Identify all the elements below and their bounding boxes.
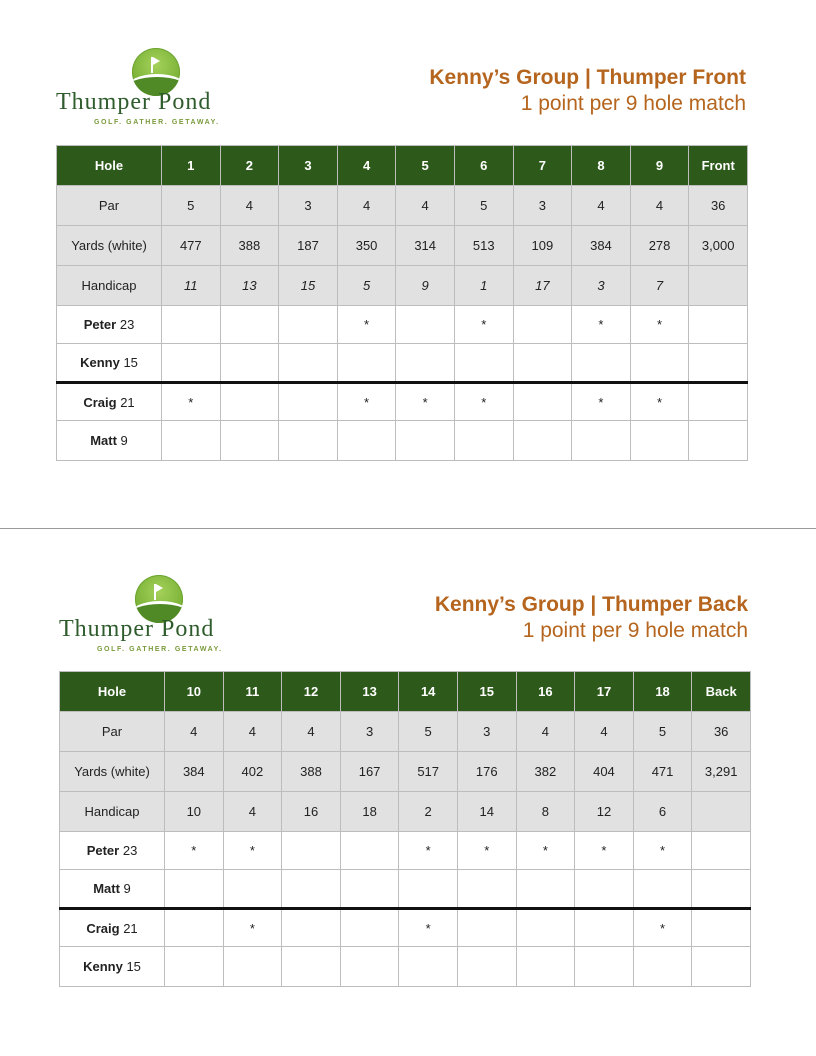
player-row — [57, 383, 748, 421]
handicap-row — [60, 792, 751, 832]
handicap-row — [57, 266, 748, 306]
table-cell: 5 — [454, 186, 513, 226]
column-header: 14 — [399, 672, 458, 712]
player-handicap: 15 — [123, 355, 138, 370]
table-cell: 36 — [689, 186, 748, 226]
row-label: Par — [60, 712, 165, 752]
column-header: 5 — [396, 146, 455, 186]
stroke-cell — [220, 306, 279, 344]
stroke-cell — [220, 344, 279, 383]
header-row — [60, 672, 751, 712]
column-header: 4 — [337, 146, 396, 186]
row-label: Yards (white) — [60, 752, 165, 792]
stroke-cell: * — [457, 832, 516, 870]
stroke-cell — [689, 306, 748, 344]
player-handicap: 15 — [126, 959, 141, 974]
scorecard-back — [0, 530, 816, 1056]
page-subtitle: 1 point per 9 hole match — [520, 92, 746, 115]
stroke-cell: * — [454, 306, 513, 344]
stroke-cell — [220, 383, 279, 421]
player-name: Peter — [83, 317, 117, 332]
logo-name: Thumper Pond — [59, 616, 215, 642]
player-name: Kenny — [83, 959, 123, 974]
stroke-cell — [399, 947, 458, 987]
stroke-cell — [513, 344, 572, 383]
table-cell: 6 — [633, 792, 692, 832]
stroke-cell — [575, 909, 634, 947]
table-cell: 16 — [282, 792, 341, 832]
stroke-cell: * — [223, 832, 282, 870]
stroke-cell: * — [516, 832, 575, 870]
stroke-cell: * — [396, 383, 455, 421]
table-cell: 4 — [337, 186, 396, 226]
table-cell: 187 — [279, 226, 338, 266]
table-cell: 4 — [516, 712, 575, 752]
column-header: 1 — [162, 146, 221, 186]
table-cell: 384 — [572, 226, 631, 266]
table-cell: 18 — [340, 792, 399, 832]
table-cell: 5 — [337, 266, 396, 306]
table-cell: 477 — [162, 226, 221, 266]
column-header: 15 — [457, 672, 516, 712]
table-cell: 2 — [399, 792, 458, 832]
column-header: 2 — [220, 146, 279, 186]
player-name: Craig — [83, 394, 117, 410]
row-label: Yards (white) — [57, 226, 162, 266]
table-cell: 3,291 — [692, 752, 751, 792]
table-cell: 3 — [513, 186, 572, 226]
player-name: Craig — [86, 920, 120, 936]
stroke-cell: * — [630, 306, 689, 344]
header-row — [57, 146, 748, 186]
table-cell: 4 — [630, 186, 689, 226]
table-cell: 404 — [575, 752, 634, 792]
row-label: Par — [57, 186, 162, 226]
stroke-cell: * — [572, 383, 631, 421]
stroke-cell — [279, 421, 338, 461]
stroke-cell — [162, 421, 221, 461]
row-label: Handicap — [57, 266, 162, 306]
table-cell: 109 — [513, 226, 572, 266]
stroke-cell — [282, 909, 341, 947]
table-cell: 5 — [399, 712, 458, 752]
table-cell: 1 — [454, 266, 513, 306]
stroke-cell — [279, 344, 338, 383]
stroke-cell — [457, 947, 516, 987]
stroke-cell: * — [162, 383, 221, 421]
stroke-cell — [575, 870, 634, 909]
player-name: Kenny — [80, 355, 120, 370]
column-header: 6 — [454, 146, 513, 186]
player-name-cell — [60, 832, 165, 870]
logo-tagline: GOLF. GATHER. GETAWAY. — [94, 119, 220, 126]
table-cell: 4 — [575, 712, 634, 752]
stroke-cell — [513, 421, 572, 461]
column-header: 11 — [223, 672, 282, 712]
stroke-cell — [572, 421, 631, 461]
column-header-hole: Hole — [57, 146, 162, 186]
table-cell: 13 — [220, 266, 279, 306]
player-row — [60, 870, 751, 909]
player-name: Peter — [86, 843, 120, 858]
player-name-cell — [57, 383, 162, 421]
table-cell: 388 — [282, 752, 341, 792]
stroke-cell — [630, 421, 689, 461]
stroke-cell — [396, 421, 455, 461]
table-cell: 12 — [575, 792, 634, 832]
stroke-cell — [396, 306, 455, 344]
table-cell: 388 — [220, 226, 279, 266]
column-header: 12 — [282, 672, 341, 712]
column-header: 7 — [513, 146, 572, 186]
table-cell: 3 — [279, 186, 338, 226]
stroke-cell: * — [337, 383, 396, 421]
stroke-cell — [396, 344, 455, 383]
stroke-cell — [340, 909, 399, 947]
stroke-cell — [282, 870, 341, 909]
stroke-cell — [630, 344, 689, 383]
yards-row — [57, 226, 748, 266]
table-cell: 517 — [399, 752, 458, 792]
table-cell: 36 — [692, 712, 751, 752]
page-title: Kenny’s Group | Thumper Back — [434, 593, 748, 616]
stroke-cell — [692, 832, 751, 870]
player-name-cell — [57, 421, 162, 461]
stroke-cell — [279, 306, 338, 344]
table-cell: 11 — [162, 266, 221, 306]
table-cell: 3 — [340, 712, 399, 752]
player-handicap: 21 — [123, 920, 138, 936]
column-header: 8 — [572, 146, 631, 186]
logo-name: Thumper Pond — [56, 89, 212, 115]
table-cell: 176 — [457, 752, 516, 792]
player-name: Matt — [90, 433, 117, 448]
table-cell: 3 — [572, 266, 631, 306]
stroke-cell — [282, 832, 341, 870]
divider — [0, 528, 816, 529]
table-cell: 4 — [223, 792, 282, 832]
player-row — [60, 909, 751, 947]
stroke-cell: * — [399, 832, 458, 870]
table-cell: 8 — [516, 792, 575, 832]
table-cell: 4 — [572, 186, 631, 226]
page-subtitle: 1 point per 9 hole match — [522, 619, 748, 642]
player-handicap: 23 — [119, 317, 135, 332]
column-header: 10 — [165, 672, 224, 712]
player-handicap: 21 — [120, 394, 135, 410]
player-handicap: 9 — [123, 881, 131, 896]
stroke-cell — [692, 947, 751, 987]
player-name: Matt — [93, 881, 120, 896]
page-title: Kenny’s Group | Thumper Front — [429, 66, 746, 89]
stroke-cell — [454, 344, 513, 383]
stroke-cell — [454, 421, 513, 461]
column-header: 3 — [279, 146, 338, 186]
stroke-cell — [220, 421, 279, 461]
stroke-cell — [340, 947, 399, 987]
table-cell: 4 — [282, 712, 341, 752]
player-handicap: 9 — [120, 433, 128, 448]
column-header-hole: Hole — [60, 672, 165, 712]
table-cell: 3,000 — [689, 226, 748, 266]
stroke-cell — [399, 870, 458, 909]
scorecard-front — [0, 0, 816, 520]
card-title — [429, 65, 746, 117]
stroke-cell — [162, 344, 221, 383]
table-cell — [692, 792, 751, 832]
stroke-cell — [516, 947, 575, 987]
stroke-cell — [689, 421, 748, 461]
stroke-cell: * — [572, 306, 631, 344]
player-row — [57, 306, 748, 344]
stroke-cell — [223, 947, 282, 987]
column-header: 13 — [340, 672, 399, 712]
stroke-cell — [575, 947, 634, 987]
scorecard-table — [59, 671, 751, 987]
stroke-cell — [513, 306, 572, 344]
stroke-cell — [692, 870, 751, 909]
stroke-cell: * — [337, 306, 396, 344]
stroke-cell — [513, 383, 572, 421]
table-cell: 15 — [279, 266, 338, 306]
stroke-cell: * — [575, 832, 634, 870]
stroke-cell — [165, 870, 224, 909]
table-cell: 384 — [165, 752, 224, 792]
logo-tagline: GOLF. GATHER. GETAWAY. — [97, 646, 223, 653]
table-cell: 4 — [396, 186, 455, 226]
table-cell: 513 — [454, 226, 513, 266]
stroke-cell — [457, 870, 516, 909]
stroke-cell — [165, 909, 224, 947]
table-cell: 314 — [396, 226, 455, 266]
stroke-cell — [279, 383, 338, 421]
player-row — [57, 344, 748, 383]
stroke-cell — [340, 832, 399, 870]
stroke-cell: * — [223, 909, 282, 947]
par-row — [57, 186, 748, 226]
stroke-cell: * — [165, 832, 224, 870]
table-cell: 5 — [633, 712, 692, 752]
stroke-cell: * — [630, 383, 689, 421]
table-cell: 350 — [337, 226, 396, 266]
player-row — [60, 832, 751, 870]
player-row — [57, 421, 748, 461]
column-header: 17 — [575, 672, 634, 712]
stroke-cell — [457, 909, 516, 947]
card-title — [435, 592, 748, 644]
table-cell: 10 — [165, 792, 224, 832]
stroke-cell — [689, 383, 748, 421]
column-header: 18 — [633, 672, 692, 712]
row-label: Handicap — [60, 792, 165, 832]
stroke-cell — [282, 947, 341, 987]
scorecard-table — [56, 145, 748, 461]
stroke-cell: * — [399, 909, 458, 947]
stroke-cell: * — [454, 383, 513, 421]
stroke-cell — [689, 344, 748, 383]
column-header: Back — [692, 672, 751, 712]
stroke-cell — [165, 947, 224, 987]
table-cell: 278 — [630, 226, 689, 266]
player-name-cell — [57, 306, 162, 344]
stroke-cell — [337, 421, 396, 461]
table-cell: 382 — [516, 752, 575, 792]
table-cell: 4 — [223, 712, 282, 752]
table-cell: 167 — [340, 752, 399, 792]
stroke-cell — [572, 344, 631, 383]
table-cell — [689, 266, 748, 306]
player-name-cell — [60, 870, 165, 909]
stroke-cell — [340, 870, 399, 909]
stroke-cell: * — [633, 909, 692, 947]
stroke-cell — [162, 306, 221, 344]
table-cell: 7 — [630, 266, 689, 306]
table-cell: 17 — [513, 266, 572, 306]
stroke-cell — [337, 344, 396, 383]
stroke-cell — [633, 947, 692, 987]
table-cell: 4 — [220, 186, 279, 226]
player-name-cell — [57, 344, 162, 383]
table-cell: 3 — [457, 712, 516, 752]
table-cell: 4 — [165, 712, 224, 752]
yards-row — [60, 752, 751, 792]
player-name-cell — [60, 909, 165, 947]
table-cell: 5 — [162, 186, 221, 226]
stroke-cell — [223, 870, 282, 909]
stroke-cell — [692, 909, 751, 947]
column-header: Front — [689, 146, 748, 186]
column-header: 9 — [630, 146, 689, 186]
stroke-cell — [516, 909, 575, 947]
stroke-cell — [516, 870, 575, 909]
table-cell: 9 — [396, 266, 455, 306]
stroke-cell — [633, 870, 692, 909]
table-cell: 402 — [223, 752, 282, 792]
stroke-cell: * — [633, 832, 692, 870]
player-name-cell — [60, 947, 165, 987]
table-cell: 471 — [633, 752, 692, 792]
player-handicap: 23 — [122, 843, 138, 858]
table-cell: 14 — [457, 792, 516, 832]
par-row — [60, 712, 751, 752]
column-header: 16 — [516, 672, 575, 712]
player-row — [60, 947, 751, 987]
